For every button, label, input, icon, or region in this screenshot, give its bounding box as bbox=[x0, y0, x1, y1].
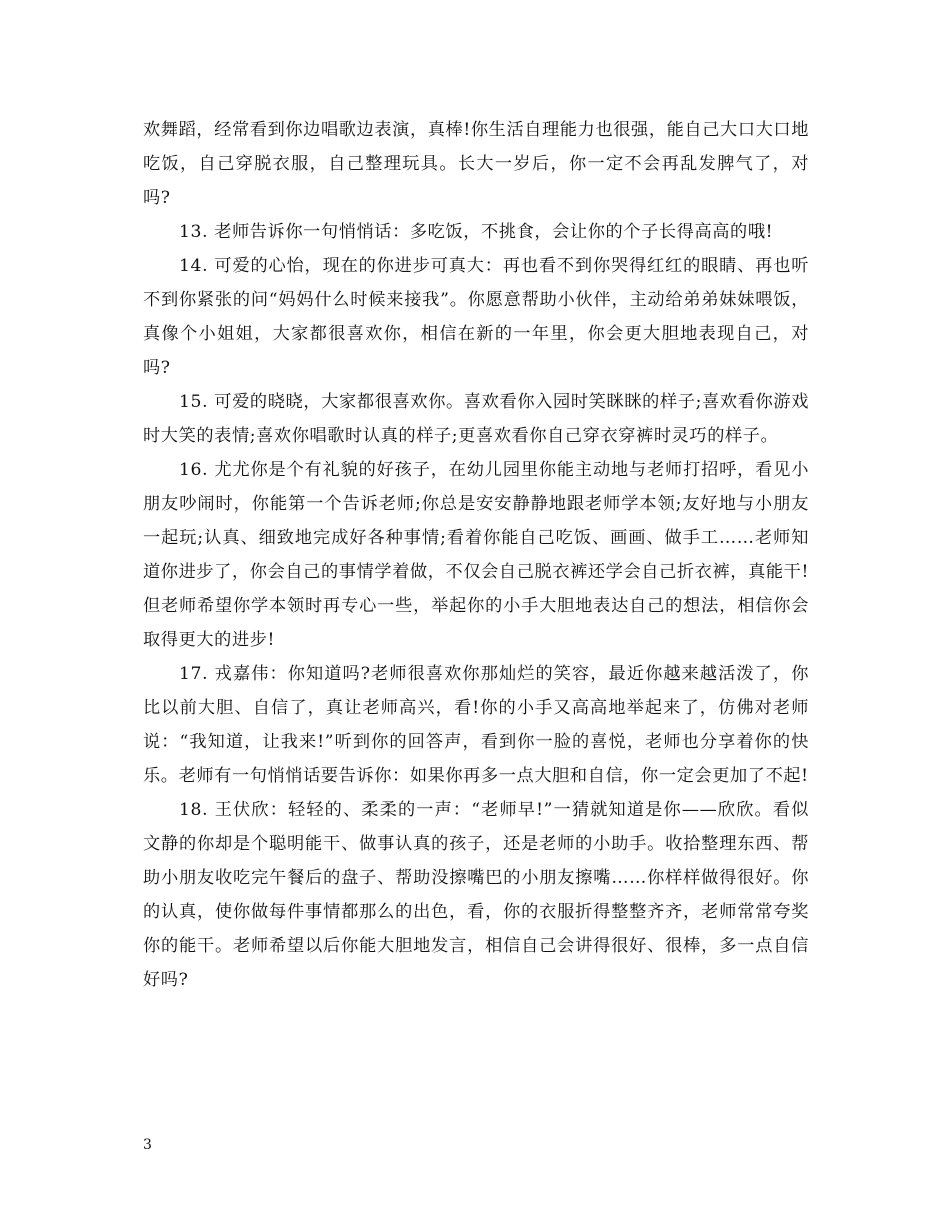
page-number: 3 bbox=[143, 1137, 152, 1153]
paragraph-16: 16. 尤尤你是个有礼貌的好孩子，在幼儿园里你能主动地与老师打招呼，看见小朋友吵闹时，你能第一个告诉老师;你总是安安静静地跟老师学本领;友好地与小朋友一起玩;认真、细致地完成好各种事情;看着你能自己吃饭、画画、做手工……老师知道你进步了，你会自己的事情学着做，不仅会自己脱衣裤还学会自己折衣裤，真能干!但老师希望你学本领时再专心一些，举起你的小手大胆地表达自己的想法，相信你会取得更大的进步! bbox=[143, 460, 809, 650]
paragraph-18: 18. 王伏欣：轻轻的、柔柔的一声：“老师早!”一猜就知道是你——欣欣。看似文静的你却是个聪明能干、做事认真的孩子，还是老师的小助手。收拾整理东西、帮助小朋友收吃完午餐后的盘子、帮助没擦嘴巴的小朋友擦嘴……你样样做得很好。你的认真，使你做每件事情都那么的出色，看，你的衣服折得整整齐齐，老师常常夸奖你的能干。老师希望以后你能大胆地发言，相信自己会讲得很好、很棒，多一点自信好吗? bbox=[143, 800, 809, 990]
paragraph-14: 14. 可爱的心怡，现在的你进步可真大：再也看不到你哭得红红的眼睛、再也听不到你紧张的问“妈妈什么时候来接我”。你愿意帮助小伙伴，主动给弟弟妹妹喂饭，真像个小姐姐，大家都很喜欢你，相信在新的一年里，你会更大胆地表现自己，对吗? bbox=[143, 256, 809, 378]
paragraph-17: 17. 戎嘉伟：你知道吗?老师很喜欢你那灿烂的笑容，最近你越来越活泼了，你比以前大胆、自信了，真让老师高兴，看!你的小手又高高地举起来了，仿佛对老师说：“我知道，让我来!”听到你的回答声，看到你一脸的喜悦，老师也分享着你的快乐。老师有一句悄悄话要告诉你：如果你再多一点大胆和自信，你一定会更加了不起! bbox=[143, 664, 809, 786]
paragraph-13: 13. 老师告诉你一句悄悄话：多吃饭，不挑食，会让你的个子长得高高的哦! bbox=[179, 222, 774, 242]
document-body bbox=[143, 113, 809, 997]
paragraph-12-continued: 欢舞蹈，经常看到你边唱歌边表演，真棒!你生活自理能力也很强，能自己大口大口地吃饭，自己穿脱衣服，自己整理玩具。长大一岁后，你一定不会再乱发脾气了，对吗? bbox=[143, 120, 809, 208]
paragraph-15: 15. 可爱的晓晓，大家都很喜欢你。喜欢看你入园时笑眯眯的样子;喜欢看你游戏时大笑的表情;喜欢你唱歌时认真的样子;更喜欢看你自己穿衣穿裤时灵巧的样子。 bbox=[143, 392, 809, 446]
